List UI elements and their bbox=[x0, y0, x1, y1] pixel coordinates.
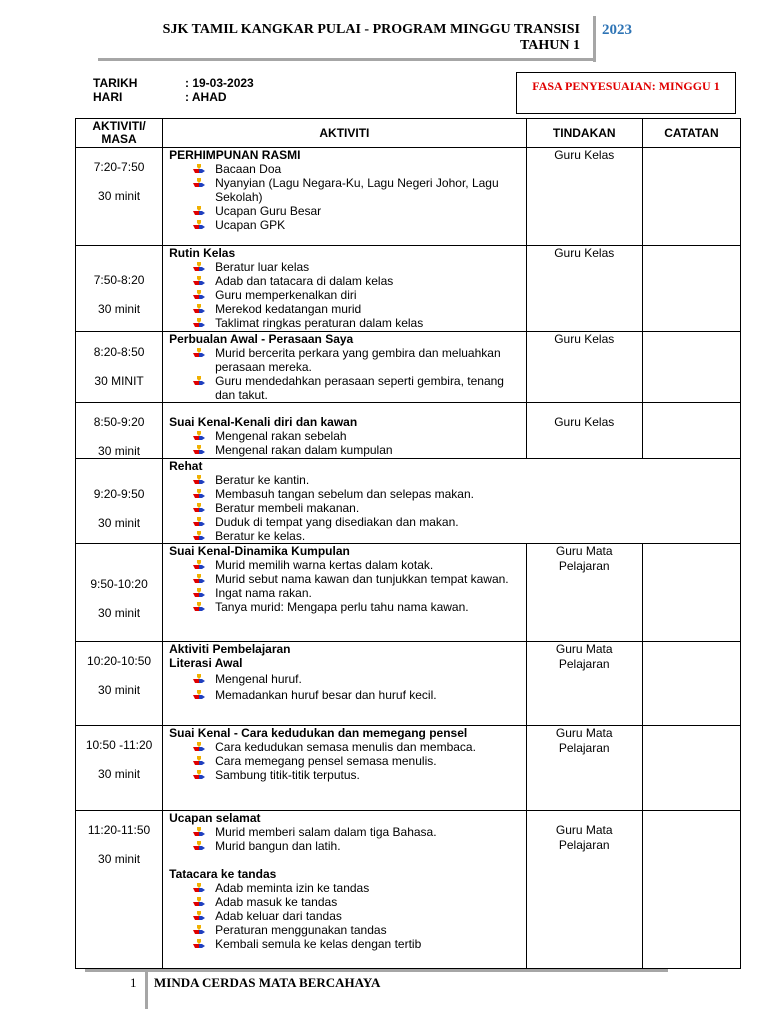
tindakan-cell bbox=[526, 246, 642, 332]
time-range: 7:50-8:20 bbox=[93, 273, 145, 287]
arrow-bullet-icon bbox=[193, 827, 205, 838]
activity-heading: Suai Kenal-Kenali diri dan kawan bbox=[169, 415, 358, 429]
list-item bbox=[191, 688, 526, 702]
list-item-text: Sambung titik-titik terputus. bbox=[215, 768, 360, 782]
arrow-bullet-icon bbox=[193, 674, 205, 685]
list-item bbox=[191, 260, 526, 274]
list-item bbox=[191, 586, 526, 600]
catatan-cell bbox=[642, 332, 740, 403]
catatan-cell bbox=[642, 726, 740, 811]
time-range: 7:20-7:50 bbox=[93, 160, 145, 174]
time-cell bbox=[76, 811, 163, 969]
list-item-text: Murid bercerita perkara yang gembira dan meluahkan perasaan mereka. bbox=[215, 346, 501, 374]
arrow-bullet-icon bbox=[193, 318, 205, 329]
list-item bbox=[191, 274, 526, 288]
header-divider bbox=[593, 16, 596, 62]
list-item-text: Murid sebut nama kawan dan tunjukkan tempat kawan. bbox=[215, 572, 509, 586]
activity-cell bbox=[163, 459, 741, 544]
list-item bbox=[191, 515, 740, 529]
catatan-cell bbox=[642, 148, 740, 246]
catatan-cell bbox=[642, 811, 740, 969]
tindakan-text: Guru Kelas bbox=[554, 246, 615, 260]
arrow-bullet-icon bbox=[193, 348, 205, 359]
tindakan-text: Guru Kelas bbox=[554, 332, 615, 346]
arrow-bullet-icon bbox=[193, 489, 205, 500]
table-row bbox=[76, 246, 741, 332]
table-row bbox=[76, 332, 741, 403]
table-row bbox=[76, 726, 741, 811]
list-item-text: Mengenal rakan dalam kumpulan bbox=[215, 443, 393, 457]
activity-list bbox=[169, 881, 526, 951]
activity-list bbox=[169, 260, 526, 330]
activity-cell bbox=[163, 403, 527, 459]
list-item bbox=[191, 529, 740, 543]
tarikh-label: TARIKH bbox=[93, 76, 138, 90]
tindakan-cell bbox=[526, 544, 642, 642]
list-item-text: Cara memegang pensel semasa menulis. bbox=[215, 754, 437, 768]
duration: 30 minit bbox=[98, 444, 141, 458]
list-item bbox=[191, 895, 526, 909]
arrow-bullet-icon bbox=[193, 178, 205, 189]
activity-heading: Suai Kenal - Cara kedudukan dan memegang pensel bbox=[169, 726, 468, 740]
list-item-text: Mengenal huruf. bbox=[215, 672, 302, 686]
list-item-text: Murid memberi salam dalam tiga Bahasa. bbox=[215, 825, 437, 839]
list-item bbox=[191, 218, 526, 232]
catatan-cell bbox=[642, 246, 740, 332]
tindakan-text: Guru Mata Pelajaran bbox=[555, 544, 613, 573]
arrow-bullet-icon bbox=[193, 756, 205, 767]
list-item-text: Adab keluar dari tandas bbox=[215, 909, 342, 923]
list-item bbox=[191, 572, 526, 586]
time-cell bbox=[76, 403, 163, 459]
time-cell bbox=[76, 332, 163, 403]
time-range: 10:20-10:50 bbox=[87, 654, 152, 668]
activity-list bbox=[169, 558, 526, 614]
hari-value: : AHAD bbox=[185, 90, 227, 104]
arrow-bullet-icon bbox=[193, 276, 205, 287]
table-row bbox=[76, 148, 741, 246]
arrow-bullet-icon bbox=[193, 304, 205, 315]
page-number: 1 bbox=[130, 975, 137, 990]
arrow-bullet-icon bbox=[193, 376, 205, 387]
activity-heading: Tatacara ke tandas bbox=[169, 867, 277, 881]
activity-heading: Perbualan Awal - Perasaan Saya bbox=[169, 332, 354, 346]
activity-list bbox=[169, 740, 526, 782]
list-item bbox=[191, 288, 526, 302]
activity-cell bbox=[163, 332, 527, 403]
activity-cell bbox=[163, 726, 527, 811]
arrow-bullet-icon bbox=[193, 770, 205, 781]
list-item bbox=[191, 316, 526, 330]
table-row bbox=[76, 459, 741, 544]
header-aktiviti: AKTIVITI bbox=[163, 119, 527, 148]
tindakan-cell bbox=[526, 811, 642, 969]
time-range: 11:20-11:50 bbox=[87, 823, 151, 837]
list-item bbox=[191, 162, 526, 176]
list-item bbox=[191, 923, 526, 937]
tindakan-cell bbox=[526, 403, 642, 459]
list-item-text: Murid memilih warna kertas dalam kotak. bbox=[215, 558, 434, 572]
list-item bbox=[191, 937, 526, 951]
activity-heading: Rehat bbox=[169, 459, 203, 473]
arrow-bullet-icon bbox=[193, 262, 205, 273]
table-row bbox=[76, 403, 741, 459]
header-rule bbox=[98, 58, 595, 61]
header-tindakan: TINDAKAN bbox=[526, 119, 642, 148]
header-masa: AKTIVITI/ MASA bbox=[76, 119, 163, 148]
tindakan-text: Guru Mata Pelajaran bbox=[555, 642, 613, 671]
activity-list bbox=[169, 429, 526, 457]
duration: 30 minit bbox=[98, 189, 141, 203]
list-item bbox=[191, 473, 740, 487]
arrow-bullet-icon bbox=[193, 602, 205, 613]
document-title bbox=[90, 22, 580, 54]
footer-motto: MINDA CERDAS MATA BERCAHAYA bbox=[154, 975, 381, 990]
arrow-bullet-icon bbox=[193, 897, 205, 908]
arrow-bullet-icon bbox=[193, 588, 205, 599]
list-item-text: Ucapan Guru Besar bbox=[215, 204, 322, 218]
list-item bbox=[191, 346, 526, 374]
time-range: 8:50-9:20 bbox=[93, 415, 145, 429]
tindakan-text: Guru Mata Pelajaran bbox=[555, 726, 613, 755]
list-item-text: Mengenal rakan sebelah bbox=[215, 429, 347, 443]
footer-rule bbox=[85, 969, 668, 972]
catatan-cell bbox=[642, 403, 740, 459]
list-item bbox=[191, 374, 526, 402]
table-row bbox=[76, 811, 741, 969]
tindakan-text: Guru Kelas bbox=[554, 415, 615, 429]
time-range: 9:20-9:50 bbox=[93, 487, 145, 501]
list-item bbox=[191, 909, 526, 923]
list-item-text: Beratur membeli makanan. bbox=[215, 501, 360, 515]
list-item-text: Beratur ke kelas. bbox=[215, 529, 306, 543]
time-range: 8:20-8:50 bbox=[93, 345, 145, 359]
list-item bbox=[191, 487, 740, 501]
table-header-row bbox=[76, 119, 741, 148]
catatan-cell bbox=[642, 544, 740, 642]
activity-heading: Rutin Kelas bbox=[169, 246, 236, 260]
arrow-bullet-icon bbox=[193, 690, 205, 701]
list-item-text: Taklimat ringkas peraturan dalam kelas bbox=[215, 316, 424, 330]
activity-cell bbox=[163, 544, 527, 642]
list-item-text: Merekod kedatangan murid bbox=[215, 302, 362, 316]
arrow-bullet-icon bbox=[193, 742, 205, 753]
arrow-bullet-icon bbox=[193, 206, 205, 217]
duration: 30 minit bbox=[98, 516, 141, 530]
list-item-text: Beratur ke kantin. bbox=[215, 473, 310, 487]
list-item bbox=[191, 672, 526, 686]
arrow-bullet-icon bbox=[193, 574, 205, 585]
arrow-bullet-icon bbox=[193, 445, 205, 456]
header-catatan: CATATAN bbox=[642, 119, 740, 148]
list-item-text: Adab meminta izin ke tandas bbox=[215, 881, 370, 895]
list-item bbox=[191, 881, 526, 895]
activity-list bbox=[169, 473, 740, 543]
arrow-bullet-icon bbox=[193, 220, 205, 231]
title-line-1: SJK TAMIL KANGKAR PULAI - PROGRAM MINGGU TRANSISI bbox=[162, 22, 580, 37]
list-item-text: Tanya murid: Mengapa perlu tahu nama kawan. bbox=[215, 600, 469, 614]
list-item-text: Kembali semula ke kelas dengan tertib bbox=[215, 937, 422, 951]
list-item bbox=[191, 740, 526, 754]
activity-subheading: Literasi Awal bbox=[169, 656, 243, 670]
arrow-bullet-icon bbox=[193, 475, 205, 486]
tindakan-text: Guru Kelas bbox=[554, 148, 615, 162]
list-item-text: Beratur luar kelas bbox=[215, 260, 310, 274]
activity-heading: PERHIMPUNAN RASMI bbox=[169, 148, 301, 162]
time-cell bbox=[76, 148, 163, 246]
list-item-text: Memadankan huruf besar dan huruf kecil. bbox=[215, 688, 437, 702]
list-item bbox=[191, 754, 526, 768]
activity-list bbox=[169, 162, 526, 232]
time-cell bbox=[76, 246, 163, 332]
arrow-bullet-icon bbox=[193, 503, 205, 514]
list-item bbox=[191, 443, 526, 457]
activity-list bbox=[169, 346, 526, 402]
time-cell bbox=[76, 726, 163, 811]
hari-label: HARI bbox=[93, 90, 123, 104]
arrow-bullet-icon bbox=[193, 841, 205, 852]
year-label: 2023 bbox=[602, 22, 632, 38]
schedule-table bbox=[75, 118, 741, 969]
arrow-bullet-icon bbox=[193, 911, 205, 922]
time-cell bbox=[76, 544, 163, 642]
duration: 30 MINIT bbox=[94, 374, 144, 388]
activity-cell bbox=[163, 246, 527, 332]
tindakan-cell bbox=[526, 148, 642, 246]
list-item-text: Adab dan tatacara di dalam kelas bbox=[215, 274, 394, 288]
list-item-text: Nyanyian (Lagu Negara-Ku, Lagu Negeri Johor, Lagu Sekolah) bbox=[215, 176, 499, 204]
activity-heading: Aktiviti Pembelajaran bbox=[169, 642, 291, 656]
list-item-text: Peraturan menggunakan tandas bbox=[215, 923, 387, 937]
time-range: 9:50-10:20 bbox=[90, 577, 148, 591]
activity-cell bbox=[163, 642, 527, 726]
date-info bbox=[93, 76, 254, 104]
tarikh-value: : 19-03-2023 bbox=[185, 76, 254, 90]
list-item bbox=[191, 558, 526, 572]
activity-heading: Ucapan selamat bbox=[169, 811, 261, 825]
list-item-text: Membasuh tangan sebelum dan selepas makan. bbox=[215, 487, 474, 501]
duration: 30 minit bbox=[98, 302, 141, 316]
duration: 30 minit bbox=[98, 767, 141, 781]
arrow-bullet-icon bbox=[193, 431, 205, 442]
time-cell bbox=[76, 459, 163, 544]
list-item-text: Cara kedudukan semasa menulis dan membaca. bbox=[215, 740, 476, 754]
activity-list bbox=[169, 825, 526, 853]
list-item-text: Duduk di tempat yang disediakan dan makan. bbox=[215, 515, 459, 529]
list-item bbox=[191, 600, 526, 614]
table-row bbox=[76, 544, 741, 642]
arrow-bullet-icon bbox=[193, 164, 205, 175]
list-item-text: Ingat nama rakan. bbox=[215, 586, 312, 600]
list-item-text: Ucapan GPK bbox=[215, 218, 286, 232]
list-item bbox=[191, 204, 526, 218]
tindakan-cell bbox=[526, 726, 642, 811]
list-item bbox=[191, 501, 740, 515]
arrow-bullet-icon bbox=[193, 290, 205, 301]
time-cell bbox=[76, 642, 163, 726]
table-row bbox=[76, 642, 741, 726]
tindakan-cell bbox=[526, 642, 642, 726]
arrow-bullet-icon bbox=[193, 560, 205, 571]
tindakan-cell bbox=[526, 332, 642, 403]
phase-box: FASA PENYESUAIAN: MINGGU 1 bbox=[516, 72, 736, 114]
list-item bbox=[191, 302, 526, 316]
footer-divider bbox=[145, 969, 148, 1009]
catatan-cell bbox=[642, 642, 740, 726]
list-item bbox=[191, 768, 526, 782]
list-item bbox=[191, 176, 526, 204]
duration: 30 minit bbox=[98, 683, 141, 697]
title-line-2: TAHUN 1 bbox=[519, 38, 580, 53]
duration: 30 minit bbox=[98, 606, 141, 620]
list-item-text: Adab masuk ke tandas bbox=[215, 895, 338, 909]
arrow-bullet-icon bbox=[193, 517, 205, 528]
duration: 30 minit bbox=[98, 852, 141, 866]
list-item-text: Guru memperkenalkan diri bbox=[215, 288, 357, 302]
activity-cell bbox=[163, 811, 527, 969]
tindakan-text: Guru Mata Pelajaran bbox=[555, 823, 613, 852]
arrow-bullet-icon bbox=[193, 883, 205, 894]
list-item bbox=[191, 839, 526, 853]
activity-cell bbox=[163, 148, 527, 246]
list-item bbox=[191, 825, 526, 839]
list-item-text: Murid bangun dan latih. bbox=[215, 839, 341, 853]
list-item-text: Bacaan Doa bbox=[215, 162, 282, 176]
time-range: 10:50 -11:20 bbox=[85, 738, 153, 752]
arrow-bullet-icon bbox=[193, 925, 205, 936]
arrow-bullet-icon bbox=[193, 531, 205, 542]
list-item bbox=[191, 429, 526, 443]
activity-list bbox=[169, 672, 526, 702]
activity-heading: Suai Kenal-Dinamika Kumpulan bbox=[169, 544, 350, 558]
arrow-bullet-icon bbox=[193, 939, 205, 950]
list-item-text: Guru mendedahkan perasaan seperti gembira, tenang dan takut. bbox=[215, 374, 504, 402]
